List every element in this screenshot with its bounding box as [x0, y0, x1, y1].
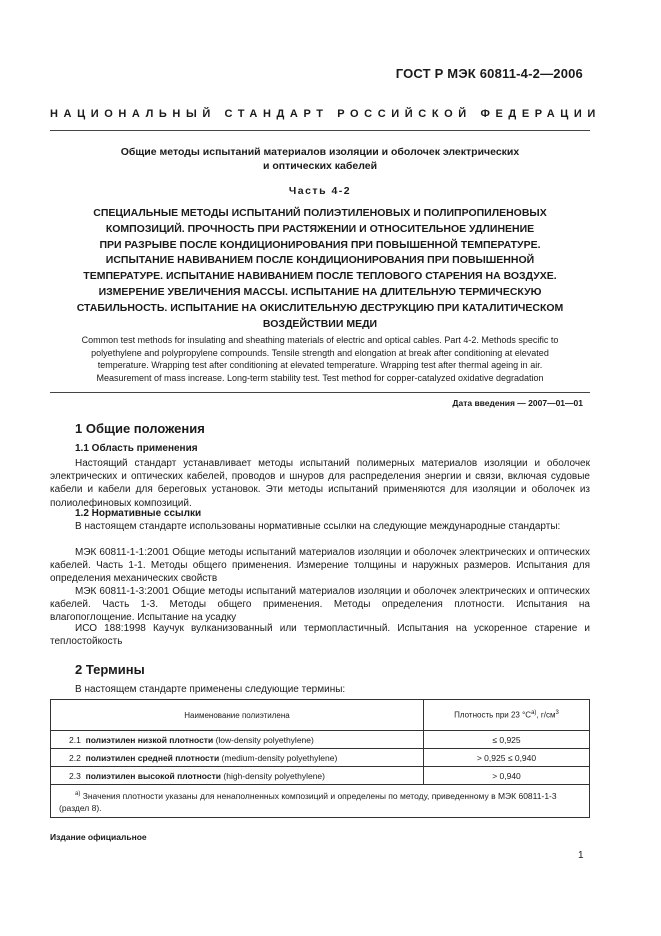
national-standard-banner: НАЦИОНАЛЬНЫЙ СТАНДАРТ РОССИЙСКОЙ ФЕДЕРАЦИИ — [50, 108, 601, 120]
section-1-1-heading: 1.1 Область применения — [75, 443, 198, 454]
term-cell: 2.3 полиэтилен высокой плотности (high-density polyethylene) — [51, 767, 424, 785]
subtitle-line: СПЕЦИАЛЬНЫЕ МЕТОДЫ ИСПЫТАНИЙ ПОЛИЭТИЛЕНОВЫХ И ПОЛИПРОПИЛЕНОВЫХ — [93, 207, 547, 219]
table-footnote-row — [51, 785, 590, 818]
reference-item: ИСО 188:1998 Каучук вулканизованный или термопластичный. Испытания на ускоренное старение и теплостойкость — [50, 623, 590, 648]
density-cell: > 0,940 — [424, 767, 590, 785]
term-cell: 2.1 полиэтилен низкой плотности (low-density polyethylene) — [51, 731, 424, 749]
title-en-line: Common test methods for insulating and sheathing materials of electric and optical cables. Part 4-2. Methods specific to — [81, 335, 559, 345]
table-footnote: $^{а)}$ Значения плотности указаны для ненаполненных композиций и определены по методу, приведенному в МЭК 60811-1-3 (раздел 8). — [51, 785, 590, 818]
subtitle-line: ТЕМПЕРАТУРЕ. ИСПЫТАНИЕ НАВИВАНИЕМ ПОСЛЕ ТЕПЛОВОГО СТАРЕНИЯ НА ВОЗДУХЕ. — [83, 270, 557, 283]
standard-code: ГОСТ Р МЭК 60811-4-2—2006 — [395, 66, 583, 81]
density-cell: > 0,925 ≤ 0,940 — [424, 749, 590, 767]
subtitle-line: КОМПОЗИЦИЙ. ПРОЧНОСТЬ ПРИ РАСТЯЖЕНИИ И ОТНОСИТЕЛЬНОЕ УДЛИНЕНИЕ — [105, 222, 535, 235]
subtitle-line: ИЗМЕРЕНИЕ УВЕЛИЧЕНИЯ МАССЫ. ИСПЫТАНИЕ НА ДЛИТЕЛЬНУЮ ТЕРМИЧЕСКУЮ — [98, 285, 542, 298]
reference-item: МЭК 60811-1-3:2001 Общие методы испытаний материалов изоляции и оболочек электрических и оптических кабелей. Часть 1-3. Методы общего применения. Методы определения плотности. Испытания на влагопоглощение. Испытание на усадку — [50, 586, 590, 624]
page-number: 1 — [578, 850, 584, 861]
title-en-line: Measurement of mass increase. Long-term stability test. Test method for copper-catalyzed oxidative degradation — [96, 372, 544, 383]
introduction-date: Дата введения — 2007—01—01 — [452, 398, 583, 408]
density-cell: ≤ 0,925 — [424, 731, 590, 749]
document-title-ru — [80, 145, 560, 173]
refs-intro-paragraph: В настоящем стандарте использованы нормативные ссылки на следующие международные стандарты: — [75, 521, 561, 532]
title-en-line: temperature. Wrapping test after conditioning at elevated temperature. Wrapping test after thermal ageing in air. — [97, 360, 543, 371]
table-row — [51, 749, 590, 767]
top-divider — [50, 130, 590, 131]
document-subtitle — [50, 206, 590, 332]
title-ru-line: Общие методы испытаний материалов изоляции и оболочек электрических — [120, 146, 520, 158]
date-divider — [50, 392, 590, 393]
subtitle-line: ИСПЫТАНИЕ НАВИВАНИЕМ ПОСЛЕ КОНДИЦИОНИРОВАНИЯ ПРИ ПОВЫШЕННОЙ — [105, 254, 535, 267]
section-1-2-heading: 1.2 Нормативные ссылки — [75, 508, 202, 519]
section-1-heading: 1 Общие положения — [75, 421, 205, 436]
edition-label: Издание официальное — [50, 832, 147, 842]
table-row — [51, 731, 590, 749]
table-header-row — [51, 700, 590, 731]
title-en-line: polyethylene and polypropylene compounds. Tensile strength and elongation at break after conditioning at elevated — [91, 347, 549, 358]
column-header-name: Наименование полиэтилена — [51, 700, 424, 731]
terms-table — [50, 699, 590, 818]
section-2-heading: 2 Термины — [75, 662, 145, 677]
subtitle-line: СТАБИЛЬНОСТЬ. ИСПЫТАНИЕ НА ОКИСЛИТЕЛЬНУЮ ДЕСТРУКЦИЮ ПРИ КАТАЛИТИЧЕСКОМ — [76, 301, 564, 314]
term-cell: 2.2 полиэтилен средней плотности (medium-density polyethylene) — [51, 749, 424, 767]
scope-paragraph: Настоящий стандарт устанавливает методы испытаний полимерных материалов изоляции и оболочек электрических и оптических кабелей, проводов и шнуров для распределения энергии и связи, включая судовые кабели и кабели для береговых установок. Эти методы испытаний применяются для изоляции и оболочек из полиолефиновых композиций. — [50, 458, 590, 509]
reference-item: МЭК 60811-1-1:2001 Общие методы испытаний материалов изоляции и оболочек электрических и оптических кабелей. Часть 1-1. Методы общего применения. Измерение толщины и наружных размеров. Испытания для определения механических свойств — [50, 547, 590, 585]
column-header-density: Плотность при 23 $^\circ C^{а)}$, $г/см^3$ — [424, 700, 590, 731]
terms-intro-paragraph: В настоящем стандарте применены следующие термины: — [75, 684, 346, 695]
document-title-en — [40, 334, 600, 384]
table-row — [51, 767, 590, 785]
subtitle-line: ПРИ РАЗРЫВЕ ПОСЛЕ КОНДИЦИОНИРОВАНИЯ ПРИ ПОВЫШЕННОЙ ТЕМПЕРАТУРЕ. — [99, 238, 541, 251]
subtitle-line: ВОЗДЕЙСТВИИ МЕДИ — [262, 317, 378, 330]
title-ru-line: и оптических кабелей — [262, 160, 378, 172]
part-number: Часть 4-2 — [288, 185, 352, 197]
